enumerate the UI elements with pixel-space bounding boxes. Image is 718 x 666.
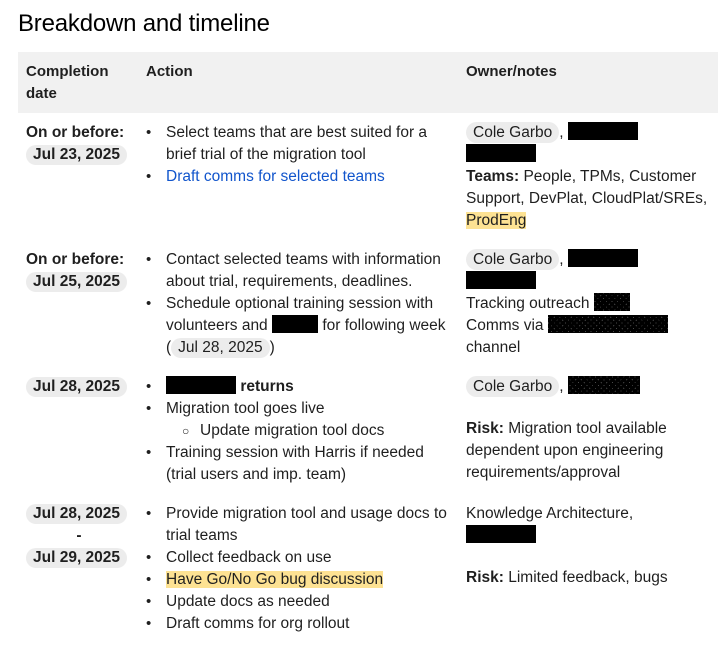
list-item: • Training session with Harris if needed (trial users and imp. team) bbox=[166, 442, 450, 486]
risk-note bbox=[466, 418, 710, 484]
redacted-block bbox=[594, 293, 630, 311]
list-item bbox=[166, 166, 450, 188]
list-item bbox=[166, 398, 450, 442]
redacted-block bbox=[568, 249, 638, 267]
action-cell bbox=[138, 113, 458, 240]
action-cell bbox=[138, 494, 458, 643]
date-chip[interactable]: Jul 28, 2025 bbox=[171, 338, 269, 358]
redacted-block bbox=[568, 376, 640, 394]
tracking-note: Tracking outreach bbox=[466, 295, 590, 312]
table-row bbox=[18, 113, 718, 240]
list-item: • Update docs as needed bbox=[166, 591, 450, 613]
person-chip-cole-garbo[interactable]: Cole Garbo bbox=[466, 376, 559, 397]
date-cell bbox=[18, 494, 138, 643]
redacted-block bbox=[568, 122, 638, 140]
table-header-row bbox=[18, 52, 718, 113]
list-item-text: Schedule optional training session with volunteers and bbox=[166, 295, 434, 334]
teams-text: People, TPMs, Customer Support, DevPlat, bbox=[466, 168, 697, 207]
risk-text: Migration tool available dependent upon engineering requirements/approval bbox=[466, 420, 667, 481]
list-item: • Select teams that are best suited for a brief trial of the migration tool bbox=[166, 122, 450, 166]
header-action: Action bbox=[138, 52, 458, 113]
list-item bbox=[166, 293, 450, 359]
teams-note bbox=[466, 166, 710, 232]
list-item-text: for following week ( bbox=[166, 317, 446, 356]
owner-cell bbox=[458, 367, 718, 494]
teams-text-2: CloudPlat/SREs, bbox=[591, 190, 708, 207]
owner-text: Knowledge Architecture, bbox=[466, 505, 634, 522]
action-cell bbox=[138, 367, 458, 494]
list-item bbox=[166, 376, 450, 398]
owner-cell bbox=[458, 240, 718, 367]
risk-label: Risk: bbox=[466, 569, 504, 586]
redacted-block bbox=[466, 271, 536, 289]
table-row bbox=[18, 240, 718, 367]
list-item-text: Migration tool goes live bbox=[166, 400, 325, 417]
highlighted-item-text: Have Go/No Go bug discussion bbox=[166, 571, 384, 588]
owner-cell bbox=[458, 113, 718, 240]
date-prefix: On or before: bbox=[26, 124, 125, 141]
risk-text: Limited feedback, bugs bbox=[508, 569, 668, 586]
date-cell bbox=[18, 240, 138, 367]
person-chip-cole-garbo[interactable]: Cole Garbo bbox=[466, 249, 559, 270]
redacted-block bbox=[466, 525, 536, 543]
redacted-block bbox=[548, 315, 668, 333]
action-cell bbox=[138, 240, 458, 367]
date-cell bbox=[18, 367, 138, 494]
date-chip[interactable]: Jul 25, 2025 bbox=[26, 272, 127, 292]
separator: , bbox=[559, 251, 564, 268]
date-cell bbox=[18, 113, 138, 240]
date-chip[interactable]: Jul 29, 2025 bbox=[26, 548, 127, 568]
risk-note bbox=[466, 567, 710, 589]
date-chip[interactable]: Jul 28, 2025 bbox=[26, 504, 127, 524]
header-owner-notes: Owner/notes bbox=[458, 52, 718, 113]
list-item: • Provide migration tool and usage docs to trial teams bbox=[166, 503, 450, 547]
list-item: • Contact selected teams with information about trial, requirements, deadlines. bbox=[166, 249, 450, 293]
date-chip[interactable]: Jul 28, 2025 bbox=[26, 377, 127, 397]
header-completion-date: Completion date bbox=[18, 52, 138, 113]
list-item bbox=[166, 569, 450, 591]
page-title: Breakdown and timeline bbox=[18, 10, 270, 37]
person-chip-cole-garbo[interactable]: Cole Garbo bbox=[466, 122, 559, 143]
teams-highlight: ProdEng bbox=[466, 212, 527, 229]
timeline-table bbox=[18, 52, 718, 643]
comms-note: Comms via bbox=[466, 317, 544, 334]
owner-cell bbox=[458, 494, 718, 643]
table-row bbox=[18, 494, 718, 643]
channel-note: channel bbox=[466, 339, 521, 356]
redacted-block bbox=[166, 376, 236, 394]
separator: , bbox=[559, 378, 564, 395]
teams-label: Teams: bbox=[466, 168, 520, 185]
table-row bbox=[18, 367, 718, 494]
sub-list-item: ○ Update migration tool docs bbox=[200, 420, 450, 442]
separator: , bbox=[559, 124, 564, 141]
list-item: • Draft comms for org rollout bbox=[166, 613, 450, 635]
redacted-block bbox=[466, 144, 536, 162]
redacted-block bbox=[272, 315, 318, 333]
list-item-text: ) bbox=[269, 339, 275, 356]
date-chip[interactable]: Jul 23, 2025 bbox=[26, 145, 127, 165]
list-item: • Collect feedback on use bbox=[166, 547, 450, 569]
risk-label: Risk: bbox=[466, 420, 504, 437]
date-prefix: On or before: bbox=[26, 251, 125, 268]
draft-comms-link[interactable]: Draft comms for selected teams bbox=[166, 168, 385, 185]
date-range-separator: - bbox=[76, 527, 82, 544]
returns-text: returns bbox=[240, 378, 294, 395]
